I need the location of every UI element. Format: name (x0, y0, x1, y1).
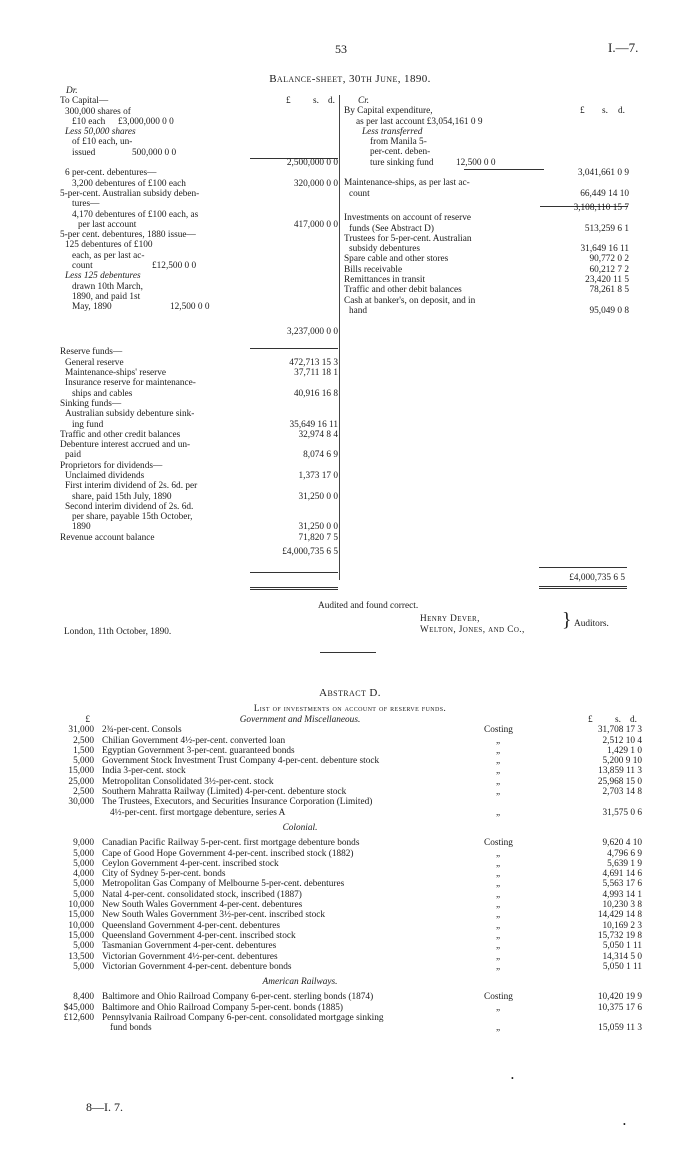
investment-description: The Trustees, Executors, and Securities Insurance Corporation (Limited) (102, 797, 373, 808)
cr-capital-line: Less transferred (362, 126, 423, 137)
audited-text: Audited and found correct. (318, 601, 419, 611)
sinking-line: ing fund (72, 419, 104, 430)
investment-nominal: 30,000 (68, 797, 94, 808)
maintenance-ships-amount: 66,449 14 10 (580, 188, 629, 199)
deb1880-line: Less 125 debentures (65, 271, 141, 282)
stray-mark: • (511, 1074, 514, 1083)
investment-cost-mark: „ (496, 910, 501, 921)
dr-total: £4,000,735 6 5 (282, 547, 338, 558)
investment-nominal: 15,000 (68, 930, 94, 941)
abstract-pound-head: £ (85, 715, 90, 725)
investment-cost-mark: „ (496, 735, 501, 746)
cr-shilling-head: s. (602, 106, 608, 117)
reserve-amount: 37,711 18 1 (294, 368, 338, 379)
investment-cost-mark: „ (496, 766, 501, 777)
cash-amount: 95,049 0 8 (589, 305, 629, 316)
debenture-interest-line: Debenture interest accrued and un- (60, 440, 191, 451)
cr-pence-head: d. (618, 106, 625, 117)
cash-line: hand (349, 305, 368, 316)
deb1880-drawn-amount: 12,500 0 0 (170, 302, 210, 313)
investment-row (60, 797, 640, 807)
investment-cost-mark: „ (496, 776, 501, 787)
investment-row (60, 931, 640, 941)
investment-cost-mark: „ (496, 1002, 501, 1013)
investment-nominal: 5,000 (73, 941, 94, 952)
dividend-line: per share, payable 15th October, (72, 512, 193, 523)
investment-nominal: $45,000 (63, 1002, 94, 1013)
rule (250, 572, 338, 573)
section-divider (320, 652, 376, 653)
trustees-amount: 31,649 16 11 (580, 244, 629, 255)
investment-row (60, 787, 640, 797)
dividend-amount: 1,373 17 0 (298, 470, 338, 481)
investment-nominal: 8,400 (73, 992, 94, 1003)
sinking-funds-label: Sinking funds— (60, 398, 122, 409)
capital-gross-amount: £3,000,000 0 0 (118, 116, 174, 127)
investment-cost-mark: „ (496, 900, 501, 911)
investment-value: 14,314 5 0 (602, 951, 642, 962)
investment-row (60, 777, 640, 787)
deb5a-line: tures— (72, 199, 100, 210)
investment-row (60, 879, 640, 889)
deb1880-line: 125 debentures of £100 (65, 240, 153, 251)
proprietors-label: Proprietors for dividends— (60, 460, 163, 471)
investment-value: 15,732 19 8 (597, 930, 642, 941)
investment-value: 14,429 14 8 (597, 910, 642, 921)
reserve-amount: 472,713 15 3 (289, 357, 338, 368)
deb5a-amount: 417,000 0 0 (293, 219, 338, 230)
investment-cost-mark: „ (496, 756, 501, 767)
capital-line: 300,000 shares of (65, 106, 131, 117)
investment-value: 1,429 1 0 (607, 745, 642, 756)
investment-value: 2,512 10 4 (602, 735, 642, 746)
deb1880-gross-amount: £12,500 0 0 (152, 261, 197, 272)
abstract-pence-head: d. (630, 715, 637, 725)
investment-nominal: 5,000 (73, 961, 94, 972)
investment-nominal: 5,000 (73, 848, 94, 859)
investment-description: New South Wales Government 3½-per-cent. inscribed stock (102, 910, 325, 921)
dr-heading: Dr. (66, 86, 78, 96)
investment-description: Chilian Government 4½-per-cent. converted loan (102, 735, 286, 746)
bills-receivable-line: Bills receivable (344, 264, 403, 275)
capital-line: Less 50,000 shares (65, 127, 136, 138)
stray-mark: • (623, 1120, 626, 1129)
investment-value: 9,620 4 10 (602, 838, 642, 849)
investment-cost-mark: „ (496, 787, 501, 798)
investment-row (60, 962, 640, 972)
investment-description: New South Wales Government 4-per-cent. debentures (102, 900, 303, 911)
deb5a-line: per last account (78, 219, 137, 230)
auditor-name-1: Henry Dever, (420, 614, 480, 624)
cr-capital-line: per-cent. deben- (370, 147, 431, 158)
investment-nominal: 10,000 (68, 920, 94, 931)
credit-side (344, 96, 634, 316)
deb6-amount: 320,000 0 0 (293, 178, 338, 189)
investment-nominal: 10,000 (68, 900, 94, 911)
dividend-line: Unclaimed dividends (65, 470, 145, 481)
investment-value: 10,230 3 8 (602, 900, 642, 911)
traffic-debit-line: Traffic and other debit balances (344, 285, 462, 296)
capital-line: issued (72, 147, 96, 158)
investment-row (60, 992, 640, 1002)
investment-nominal: 2,500 (73, 735, 94, 746)
investment-description: Cape of Good Hope Government 4-per-cent. inscribed stock (1882) (102, 848, 354, 859)
investment-row (60, 1023, 640, 1033)
rule (539, 586, 627, 587)
cr-subtotal: 3,108,110 15 7 (573, 202, 629, 213)
investment-value: 4,796 6 9 (607, 848, 642, 859)
deb1880-line: drawn 10th March, (72, 281, 143, 292)
investments-line: funds (See Abstract D) (349, 223, 434, 234)
dividend-line: First interim dividend of 2s. 6d. per (65, 481, 198, 492)
investment-value: 31,575 0 6 (602, 807, 642, 818)
deb6-line: 6 per-cent. debentures— (65, 168, 157, 179)
investment-nominal: 13,500 (68, 951, 94, 962)
investment-description: Pennsylvania Railroad Company 6-per-cent. consolidated mortgage sinking (102, 1013, 384, 1024)
spare-cable-amount: 90,772 0 2 (589, 254, 629, 265)
deb1880-line: 1890, and paid 1st (72, 291, 141, 302)
investment-cost-mark: „ (496, 1023, 501, 1034)
abstract-table (60, 715, 640, 1034)
deb6-line: 3,200 debentures of £100 each (72, 178, 186, 189)
sinking-line: Australian subsidy debenture sink- (65, 409, 195, 420)
capital-label: To Capital— (60, 96, 109, 107)
investment-row (60, 746, 640, 756)
deb1880-line: 5-per cent. debentures, 1880 issue— (60, 230, 196, 241)
investment-row (60, 921, 640, 931)
rule (250, 587, 338, 588)
investment-value: 5,563 17 6 (602, 879, 642, 890)
auditors-label: Auditors. (574, 619, 609, 629)
dividend-amount: 31,250 0 0 (298, 491, 338, 502)
cr-total: £4,000,735 6 5 (569, 573, 625, 583)
investment-cost-mark: Costing (484, 992, 513, 1003)
investment-nominal: £12,600 (63, 1013, 94, 1024)
deb5a-line: 5-per-cent. Australian subsidy deben- (60, 188, 200, 199)
dividend-line: share, paid 15th July, 1890 (72, 491, 172, 502)
capital-line: of £10 each, un- (72, 137, 133, 148)
investment-value: 10,169 2 3 (602, 920, 642, 931)
investment-nominal: 15,000 (68, 766, 94, 777)
investment-description: Ceylon Government 4-per-cent. inscribed stock (102, 858, 279, 869)
rule (250, 589, 338, 590)
investment-cost-mark: „ (496, 745, 501, 756)
investment-description: Queensland Government 4-per-cent. inscribed stock (102, 930, 296, 941)
investment-description: City of Sydney 5-per-cent. bonds (102, 869, 226, 880)
rule (539, 588, 627, 589)
investment-cost-mark: „ (496, 920, 501, 931)
govt-heading: Government and Miscellaneous. (239, 715, 361, 725)
investment-value: 5,050 1 11 (602, 961, 642, 972)
investment-description: Victorian Government 4-per-cent. debenture bonds (102, 961, 292, 972)
debit-side (60, 86, 340, 557)
investment-cost-mark: „ (496, 961, 501, 972)
auditor-name-2: Welton, Jones, and Co., (420, 625, 525, 635)
investment-value: 5,639 1 9 (607, 858, 642, 869)
investment-row (60, 859, 640, 869)
reserve-line: General reserve (65, 357, 124, 368)
cr-capital-total: 3,041,661 0 9 (577, 168, 629, 179)
brace: } (562, 609, 572, 631)
investment-nominal: 15,000 (68, 910, 94, 921)
investment-value: 4,993 14 1 (602, 889, 642, 900)
investment-row (60, 808, 640, 818)
abstract-value-pound-head: £ (588, 715, 593, 725)
deb1880-line: each, as per last ac- (72, 250, 145, 261)
abstract-title: Abstract D. (319, 687, 381, 699)
remittances-line: Remittances in transit (344, 275, 426, 286)
investment-description: Baltimore and Ohio Railroad Company 6-per-cent. sterling bonds (1874) (102, 992, 374, 1003)
dr-pence-head: d. (328, 96, 335, 107)
investment-value: 4,691 14 6 (602, 869, 642, 880)
investment-nominal: 5,000 (73, 858, 94, 869)
investment-description: Metropolitan Gas Company of Melbourne 5-per-cent. debentures (102, 879, 345, 890)
investments-amount: 513,259 6 1 (584, 223, 629, 234)
reserve-line: Maintenance-ships' reserve (65, 368, 167, 379)
investment-description: fund bonds (110, 1023, 152, 1034)
balance-sheet-title: Balance-sheet, 30th June, 1890. (269, 73, 431, 85)
deb1880-line: May, 1890 (72, 302, 112, 313)
investment-cost-mark: „ (496, 869, 501, 880)
investment-value: 25,968 15 0 (597, 776, 642, 787)
page-number: 53 (335, 42, 347, 56)
cr-capital-line: from Manila 5- (370, 137, 427, 148)
revenue-balance-amount: 71,820 7 5 (298, 532, 338, 543)
deb1880-line: count (72, 261, 93, 272)
investment-row (60, 736, 640, 746)
investment-description: Southern Mahratta Railway (Limited) 4-per-cent. debenture stock (102, 787, 347, 798)
dividend-line: 1890 (72, 522, 91, 533)
signature-mark: 8—I. 7. (86, 1100, 123, 1114)
investment-row (60, 766, 640, 776)
investment-value: 5,200 9 10 (602, 756, 642, 767)
investment-description: India 3-per-cent. stock (102, 766, 186, 777)
cr-capital-line: ture sinking fund (370, 157, 434, 168)
reserve-funds-label: Reserve funds— (60, 347, 123, 358)
place-date: London, 11th October, 1890. (64, 627, 172, 637)
abstract-subtitle: List of investments on account of reserve funds. (253, 703, 447, 713)
trustees-line: Trustees for 5-per-cent. Australian (344, 233, 472, 244)
dr-shilling-head: s. (313, 96, 319, 107)
investment-row (60, 756, 640, 766)
dividend-line: Second interim dividend of 2s. 6d. (65, 501, 194, 512)
traffic-credit-amount: 32,974 8 4 (298, 429, 338, 440)
deb5a-line: 4,170 debentures of £100 each, as (72, 209, 199, 220)
investment-description: Queensland Government 4-per-cent. debentures (102, 920, 280, 931)
cr-capital-line: By Capital expenditure, (344, 106, 433, 117)
investment-nominal: 9,000 (73, 838, 94, 849)
investment-cost-mark: „ (496, 941, 501, 952)
investment-nominal: 5,000 (73, 879, 94, 890)
traffic-credit-line: Traffic and other credit balances (60, 429, 181, 440)
capital-line: £10 each (72, 116, 106, 127)
investments-line: Investments on account of reserve (344, 213, 472, 224)
investment-row (60, 890, 640, 900)
investment-description: 2¾-per-cent. Consols (102, 725, 182, 736)
sinking-amount: 35,649 16 11 (289, 419, 338, 430)
investment-description: Victorian Government 4½-per-cent. debentures (102, 951, 278, 962)
investment-description: Natal 4-per-cent. consolidated stock, inscribed (1887) (102, 889, 302, 900)
investment-value: 10,375 17 6 (597, 1002, 642, 1013)
investment-row (60, 725, 640, 735)
investment-value: 2,703 14 8 (602, 787, 642, 798)
investment-row (60, 838, 640, 848)
investment-cost-mark: „ (496, 889, 501, 900)
document-reference: I.—7. (608, 40, 639, 55)
abstract-shilling-head: s. (615, 715, 621, 725)
investment-nominal: 1,500 (73, 745, 94, 756)
investment-row (60, 869, 640, 879)
dr-pound-head: £ (286, 96, 291, 107)
investment-value: 5,050 1 11 (602, 941, 642, 952)
investment-cost-mark: „ (496, 930, 501, 941)
investment-row (60, 910, 640, 920)
cr-transfer-amount: 12,500 0 0 (456, 157, 496, 168)
investment-value: 10,420 19 9 (597, 992, 642, 1003)
dr-subtotal: 3,237,000 0 0 (286, 326, 338, 337)
investment-cost-mark: „ (496, 858, 501, 869)
remittances-amount: 23,420 11 5 (585, 275, 629, 286)
investment-description: Government Stock Investment Trust Company 4-per-cent. debenture stock (102, 756, 380, 767)
investment-nominal: 5,000 (73, 756, 94, 767)
capital-total: 2,500,000 0 0 (286, 158, 338, 169)
investment-cost-mark: „ (496, 879, 501, 890)
reserve-line: ships and cables (72, 388, 133, 399)
investment-row (60, 1003, 640, 1013)
spare-cable-line: Spare cable and other stores (344, 254, 449, 265)
dividend-amount: 31,250 0 0 (298, 522, 338, 533)
investment-nominal: 31,000 (68, 725, 94, 736)
investment-cost-mark: „ (496, 951, 501, 962)
investment-row (60, 941, 640, 951)
rail-heading: American Railways. (262, 977, 338, 988)
bills-receivable-amount: 60,212 7 2 (589, 264, 629, 275)
investment-nominal: 25,000 (68, 776, 94, 787)
investment-value: 15,059 11 3 (598, 1023, 642, 1034)
investment-row (60, 1013, 640, 1023)
debenture-interest-line: paid (65, 450, 82, 461)
investment-value: 31,708 17 3 (597, 725, 642, 736)
colonial-heading: Colonial. (282, 822, 318, 833)
investment-description: Egyptian Government 3-per-cent. guaranteed bonds (102, 745, 295, 756)
investment-cost-mark: Costing (484, 725, 513, 736)
cr-capital-line: as per last account £3,054,161 0 9 (356, 116, 483, 127)
reserve-amount: 40,916 16 8 (293, 388, 338, 399)
rule (539, 567, 627, 568)
investment-nominal: 5,000 (73, 889, 94, 900)
revenue-balance-line: Revenue account balance (60, 532, 155, 543)
debenture-interest-amount: 8,074 6 9 (303, 450, 338, 461)
investment-row (60, 849, 640, 859)
investment-description: Tasmanian Government 4-per-cent. debentures (102, 941, 277, 952)
investment-description: Baltimore and Ohio Railroad Company 5-per-cent. bonds (1885) (102, 1002, 343, 1013)
reserve-line: Insurance reserve for maintenance- (65, 378, 196, 389)
investment-nominal: 2,500 (73, 787, 94, 798)
investment-description: Metropolitan Consolidated 3½-per-cent. stock (102, 776, 274, 787)
traffic-debit-amount: 78,261 8 5 (589, 285, 629, 296)
trustees-line: subsidy debentures (349, 244, 421, 255)
investment-description: Canadian Pacific Railway 5-per-cent. first mortgage debenture bonds (102, 838, 360, 849)
investment-nominal: 4,000 (73, 869, 94, 880)
investment-description: 4½-per-cent. first mortgage debenture, series A (110, 807, 286, 818)
capital-unissued-amount: 500,000 0 0 (132, 147, 177, 158)
investment-row (60, 952, 640, 962)
investment-cost-mark: Costing (484, 838, 513, 849)
cr-pound-head: £ (580, 106, 585, 117)
maintenance-ships-line: count (349, 188, 370, 199)
maintenance-ships-line: Maintenance-ships, as per last ac- (344, 178, 470, 189)
investment-value: 13,859 11 3 (598, 766, 642, 777)
investment-cost-mark: „ (496, 807, 501, 818)
investment-row (60, 900, 640, 910)
investment-cost-mark: „ (496, 848, 501, 859)
cash-line: Cash at banker's, on deposit, and in (344, 295, 476, 306)
cr-heading: Cr. (358, 96, 370, 106)
